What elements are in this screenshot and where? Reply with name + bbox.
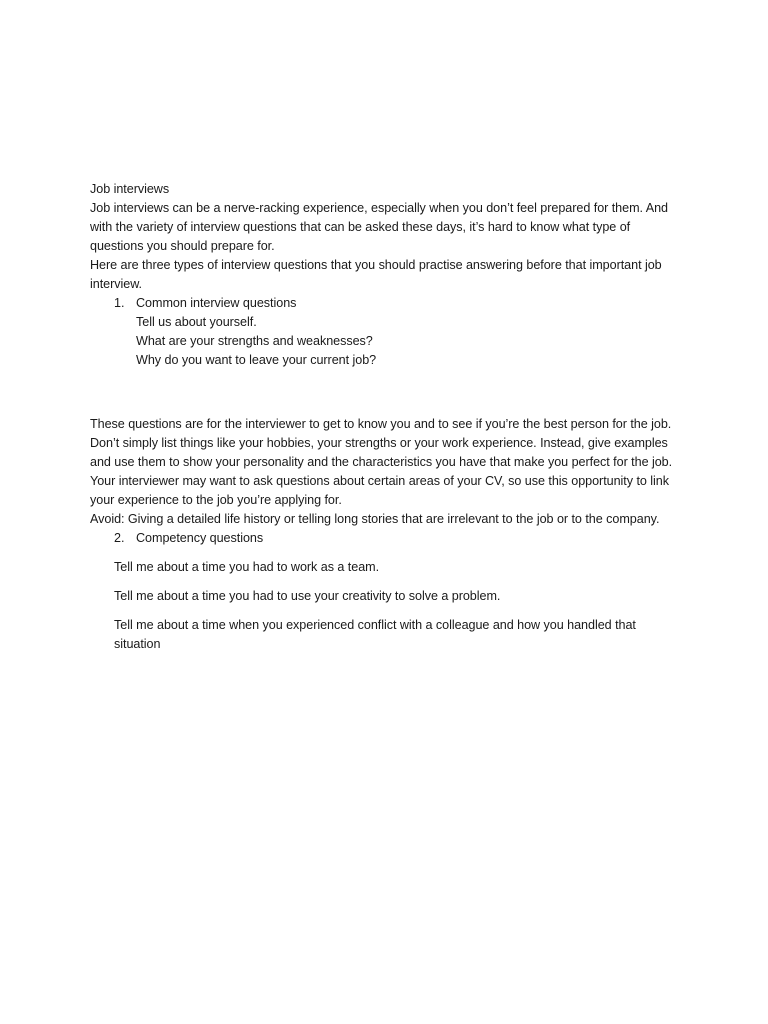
section-heading: Common interview questions bbox=[136, 296, 297, 310]
lead-paragraph: Here are three types of interview questions that you should practise answering before that important job interview. bbox=[90, 258, 662, 291]
question-item: Tell me about a time when you experienced conflict with a colleague and how you handled that situation bbox=[114, 618, 636, 651]
question-item: What are your strengths and weaknesses? bbox=[136, 334, 373, 348]
numbered-list-item-2 bbox=[114, 529, 680, 548]
numbered-list-item-1 bbox=[114, 294, 680, 370]
intro-paragraph: Job interviews can be a nerve-racking experience, especially when you don’t feel prepared for them. And with the variety of interview questions that can be asked these days, it’s hard to know what type of questions you should prepare for. bbox=[90, 201, 668, 253]
section-heading: Competency questions bbox=[136, 531, 264, 545]
question-item: Tell me about a time you had to use your creativity to solve a problem. bbox=[114, 589, 501, 603]
document-title: Job interviews bbox=[90, 182, 170, 196]
question-item: Tell me about a time you had to work as a team. bbox=[114, 560, 380, 574]
question-item: Tell us about yourself. bbox=[136, 315, 257, 329]
list-number: 1. bbox=[114, 296, 125, 310]
list-number: 2. bbox=[114, 531, 125, 545]
avoid-paragraph: Avoid: Giving a detailed life history or telling long stories that are irrelevant to the job or to the company. bbox=[90, 512, 660, 526]
question-item: Why do you want to leave your current job? bbox=[136, 353, 377, 367]
explanation-paragraph: These questions are for the interviewer to get to know you and to see if you’re the best person for the job. Don’t simply list things like your hobbies, your strengths or your work experience. Instead, give examples and use them to show your personality and the characteristics you have that make you perfect for the job. Your interviewer may want to ask questions about certain areas of your CV, so use this opportunity to link your experience to the job you’re applying for. bbox=[90, 417, 673, 507]
document-body bbox=[90, 180, 680, 664]
section-1-content bbox=[136, 294, 376, 370]
